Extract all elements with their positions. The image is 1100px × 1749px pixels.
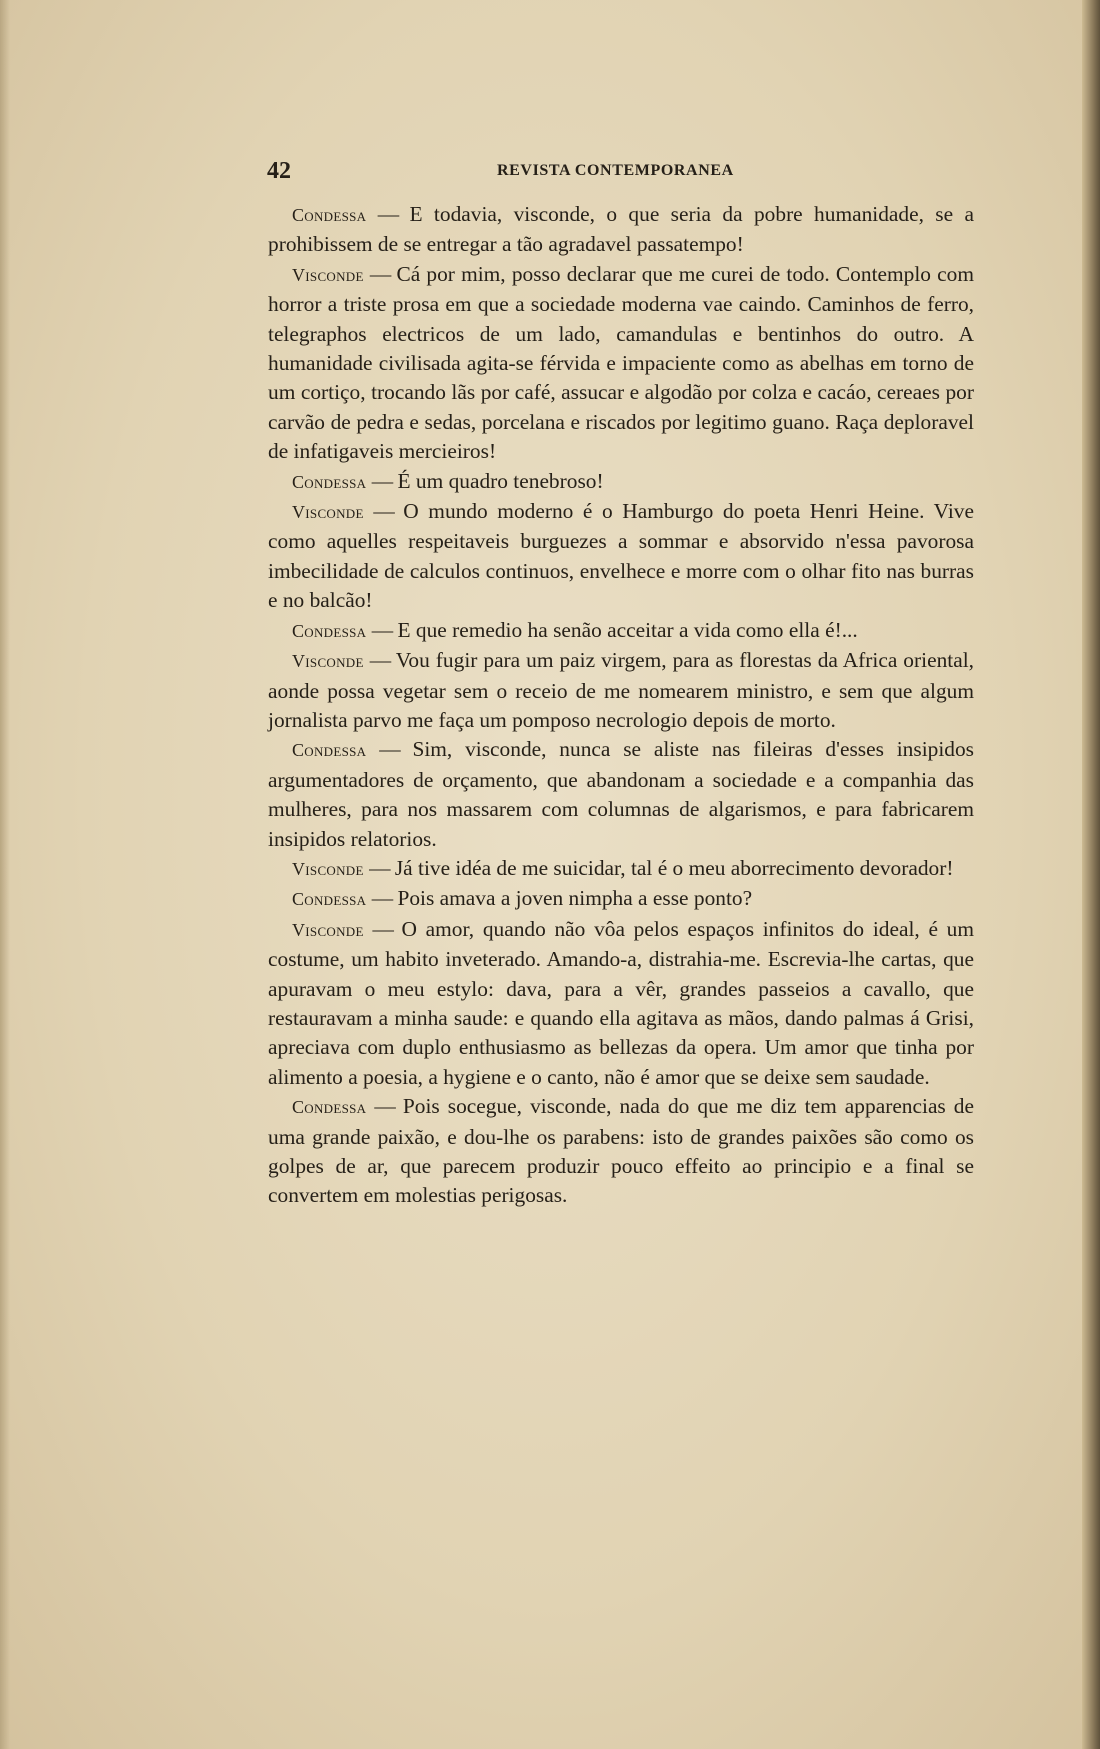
dialogue-paragraph bbox=[268, 854, 974, 884]
dialogue-paragraph bbox=[268, 467, 974, 497]
speaker-name: Condessa bbox=[292, 1097, 367, 1118]
dialogue-line: Sim, visconde, nunca se aliste nas fileiras d'esses insipidos argumentadores de orçamento, que abandonam a sociedade e a companhia das mulheres, para nos massarem com columnas de algarismos, e para fabricarem insipidos relatorios. bbox=[268, 737, 974, 851]
dash-separator: — bbox=[369, 648, 391, 673]
speaker-name: Visconde bbox=[292, 858, 364, 879]
page-number: 42 bbox=[267, 158, 291, 184]
speaker-name: Condessa bbox=[292, 205, 367, 225]
running-title: REVISTA CONTEMPORANEA bbox=[497, 162, 734, 179]
dash-separator: — bbox=[369, 261, 391, 286]
dash-separator: — bbox=[372, 916, 393, 941]
dash-separator: — bbox=[377, 202, 399, 226]
dialogue-paragraph bbox=[268, 260, 974, 467]
dialogue-line: Vou fugir para um paiz virgem, para as florestas da Africa oriental, aonde possa vegetar sem o receio de me nomearem ministro, e sem que algum jornalista parvo me faça um pomposo necrologio depois de morto. bbox=[268, 648, 974, 732]
dash-separator: — bbox=[371, 468, 393, 493]
dialogue-line: O mundo moderno é o Hamburgo do poeta Henri Heine. Vive como aquelles respeitaveis burguezes a sommar e absorvido n'essa pavorosa imbecilidade de calculos continuos, envelhece e morre com o olhar fito nas burras e no balcão! bbox=[268, 499, 974, 613]
page-left-edge bbox=[0, 0, 10, 1749]
dialogue-text bbox=[268, 200, 974, 1211]
dialogue-line: Cá por mim, posso declarar que me curei de todo. Contemplo com horror a triste prosa em que a sociedade moderna vae caindo. Caminhos de ferro, telegraphos electricos de um lado, camandulas e bentinhos do outro. A humanidade civilisada agita-se férvida e impaciente como as abelhas em torno de um cortiço, trocando lãs por café, assucar e algodão por colza e cacáo, cereaes por carvão de pedra e sedas, porcelana e riscados por legitimo guano. Raça deploravel de infatigaveis mercieiros! bbox=[268, 261, 974, 464]
dialogue-line: E que remedio ha senão acceitar a vida como ella é!... bbox=[397, 617, 858, 642]
dash-separator: — bbox=[374, 1094, 395, 1119]
dialogue-line: Pois socegue, visconde, nada do que me diz tem apparencias de uma grande paixão, e dou-lhe os parabens: isto de grandes paixões são como os golpes de ar, que parecem produzir pouco effeito ao principio e a final se convertem em molestias perigosas. bbox=[268, 1094, 974, 1208]
dialogue-paragraph bbox=[268, 915, 974, 1092]
dialogue-line: O amor, quando não vôa pelos espaços infinitos do ideal, é um costume, um habito inveterado. Amando-a, distrahia-me. Escrevia-lhe cartas, que apuravam o meu estylo: dava, para a vêr, grandes passeios a cavallo, que restauravam a minha saude: e quando ella agitava as mãos, dando palmas á Grisi, apreciava com duplo enthusiasmo as bellezas da opera. Um amor que tinha por alimento a poesia, a hygiene e o canto, não é amor que se deixe sem saudade. bbox=[268, 916, 974, 1089]
page-header bbox=[267, 158, 975, 188]
speaker-name: Condessa bbox=[292, 740, 367, 761]
speaker-name: Visconde bbox=[292, 502, 364, 523]
page-right-edge bbox=[1082, 0, 1100, 1749]
speaker-name: Visconde bbox=[292, 919, 364, 940]
dialogue-paragraph bbox=[268, 735, 974, 854]
speaker-name: Condessa bbox=[292, 620, 367, 641]
dialogue-paragraph bbox=[268, 1092, 974, 1211]
dialogue-paragraph bbox=[268, 200, 974, 260]
dialogue-paragraph bbox=[268, 646, 974, 735]
speaker-name: Visconde bbox=[292, 651, 364, 672]
dialogue-line: Pois amava a joven nimpha a esse ponto? bbox=[397, 886, 753, 911]
speaker-name: Visconde bbox=[292, 264, 364, 285]
dialogue-paragraph bbox=[268, 616, 974, 646]
dash-separator: — bbox=[371, 886, 393, 911]
dialogue-paragraph bbox=[268, 884, 974, 914]
speaker-name: Condessa bbox=[292, 889, 367, 910]
dialogue-line: E todavia, visconde, o que seria da pobre humanidade, se a prohibissem de se entregar a tão agradavel passatempo! bbox=[268, 202, 974, 257]
dialogue-paragraph bbox=[268, 497, 974, 616]
dialogue-line: Já tive idéa de me suicidar, tal é o meu aborrecimento devorador! bbox=[394, 855, 954, 880]
dash-separator: — bbox=[379, 737, 400, 762]
speaker-name: Condessa bbox=[292, 471, 367, 492]
dash-separator: — bbox=[371, 617, 393, 642]
dash-separator: — bbox=[369, 855, 390, 880]
dialogue-line: É um quadro tenebroso! bbox=[397, 468, 604, 493]
dash-separator: — bbox=[373, 499, 394, 524]
